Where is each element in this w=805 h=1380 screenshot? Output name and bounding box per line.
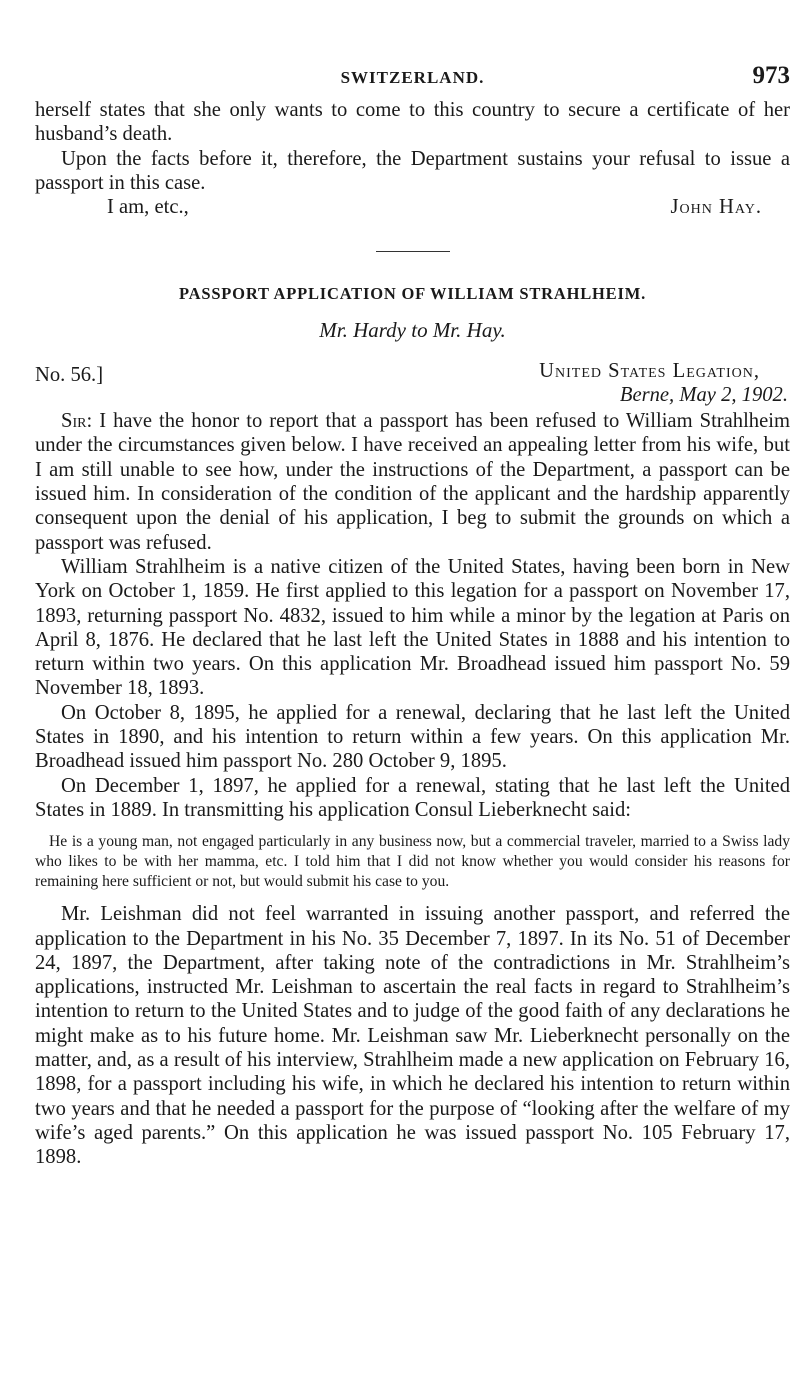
salutation: Sir: (61, 410, 93, 433)
place-date: Berne, May 2, 1902. (619, 384, 788, 407)
body-paragraph: On December 1, 1897, he applied for a renewal, stating that he last left the United States in 1889. In transmitting his application Consul Lieberknecht said: (35, 774, 790, 821)
body-paragraph: On October 8, 1895, he applied for a renewal, declaring that he last left the United States in 1890, and his intention to return within a few years. On this application Mr. Broadhead issued him passport No. 280 October 9, 1895. (35, 701, 790, 773)
body-paragraph: Mr. Leishman did not feel warranted in issuing another passport, and referred the application to the Department in his No. 35 December 7, 1897. In its No. 51 of December 24, 1897, the Department, after taking note of the contradictions in Mr. Strahlheim’s applications, instructed Mr. Leishman to ascertain the real facts in regard to Strahlheim’s intention to return to the United States and to judge of the good faith of any declarations he might make as to his future home. Mr. Leishman saw Mr. Lieberknecht personally on the matter, and, as a result of his interview, Strahlheim made a new application on February 16, 1898, for a passport including his wife, in which he declared his intention to return within two years and that he needed a passport for the purpose of “looking after the welfare of my wife’s aged parents.” On this application he was issued passport No. 105 February 17, 1898. (35, 903, 790, 1169)
continuation-paragraph: Upon the facts before it, therefore, the Department sustains your refusal to issue a passport in this case. (35, 147, 790, 194)
document-page (35, 62, 790, 1170)
section-title: PASSPORT APPLICATION OF WILLIAM STRAHLHEIM. (178, 284, 646, 304)
section-divider (376, 251, 450, 252)
document-number: No. 56.] (35, 364, 104, 387)
signer: John Hay. (670, 196, 762, 219)
block-quote: He is a young man, not engaged particularly in any business now, but a commercial traveler, married to a Swiss lady who likes to be with her mamma, etc. I told him that I did not know whether you would consider his reasons for remaining here sufficient or not, but would submit his case to you. (35, 833, 790, 891)
signature-line (35, 195, 790, 221)
letter-heading: Mr. Hardy to Mr. Hay. (319, 318, 506, 343)
body-paragraph-text: I have the honor to report that a passport has been refused to William Strahlheim under the circumstances given below. I have received an appealing letter from his wife, but I am still unable to see how, under the instructions of the Department, a passport can be issued him. In consideration of the condition of the applicant and the hardship apparently consequent upon the denial of his application, I beg to submit the grounds on which a passport was refused. (35, 410, 790, 554)
legation-name: United States Legation, (539, 360, 760, 383)
body-paragraph: William Strahlheim is a native citizen of the United States, having been born in New York on October 1, 1859. He first applied to this legation for a passport on November 17, 1893, returning passport No. 4832, issued to him while a minor by the legation at Paris on April 8, 1876. He declared that he last left the United States in 1888 and his intention to return within two years. On this application Mr. Broadhead issued him passport No. 59 November 18, 1893. (35, 555, 790, 700)
closing: I am, etc., (107, 196, 189, 219)
page-number: 973 (752, 62, 790, 89)
running-head (35, 62, 790, 98)
continuation-paragraph: herself states that she only wants to come to this country to secure a certificate of her husband’s death. (35, 99, 790, 146)
running-head-title: SWITZERLAND. (340, 68, 485, 87)
body-paragraph (35, 409, 790, 555)
dateline (35, 359, 790, 409)
